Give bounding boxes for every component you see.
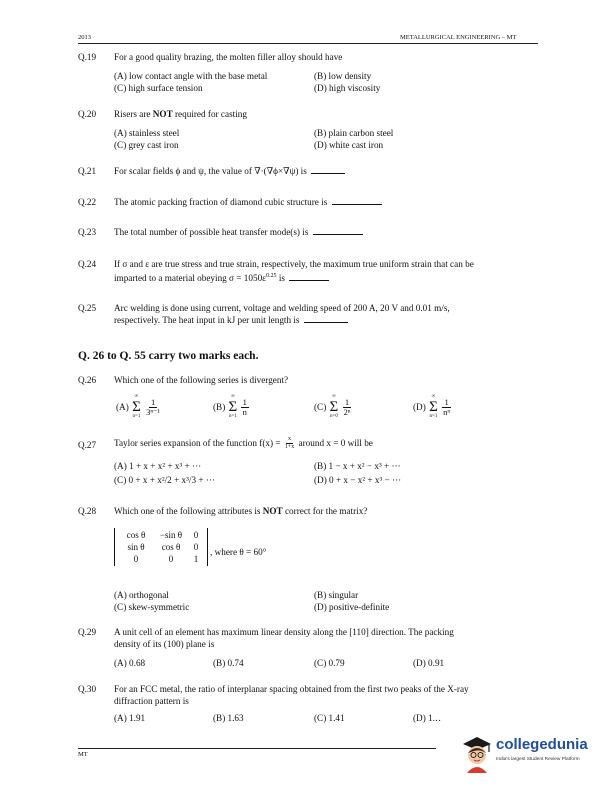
footer-rule: [78, 748, 436, 749]
collegedunia-logo: [460, 733, 600, 773]
q29-number: Q.29: [78, 627, 97, 637]
q19-number: Q.19: [78, 52, 97, 62]
q30-option-b: (B) 1.63: [213, 713, 244, 723]
q26-stem: Which one of the following series is divergent?: [114, 375, 289, 385]
q27-number: Q.27: [78, 440, 97, 450]
q20-option-a: (A) stainless steel: [114, 128, 180, 138]
logo-tagline: India's largest Student Review Platform: [496, 757, 580, 762]
q24-stem: If σ and ε are true stress and true strain, respectively, the maximum true uniform strain that can be imparted to a material obeying $\sigma = 1050\varepsilon^{0.25}$ is: [114, 259, 474, 283]
q27-option-d: (D) 0 + x − x² + x³ − ···: [314, 475, 402, 485]
q26-number: Q.26: [78, 375, 97, 385]
q19-option-c: (C) high surface tension: [114, 83, 203, 93]
q28-where: , where θ = 60°: [210, 547, 267, 557]
q30-option-c: (C) 1.41: [314, 713, 345, 723]
q27-option-a: (A) 1 + x + x² + x³ + ···: [114, 461, 202, 471]
q28-option-b: (B) singular: [314, 590, 359, 600]
q20-option-d: (D) white cast iron: [314, 140, 384, 150]
q25-number: Q.25: [78, 303, 97, 313]
q26-option-d: (D) ∞ Σ n=1 $\frac{1}{\text{nⁿ}}$: [413, 394, 451, 419]
q30-option-d: (D) 1.‥: [413, 713, 442, 723]
summation-symbol: ∞ Σ n=1: [228, 394, 238, 419]
q19-option-a: (A) low contact angle with the base metal: [114, 71, 268, 81]
q29-option-b: (B) 0.74: [213, 658, 244, 668]
q26-option-a: (A) ∞ Σ n=1 $\frac{1}{\text{3ⁿ⁻¹}}$: [116, 394, 161, 419]
q22-stem: The atomic packing fraction of diamond cubic structure is: [114, 197, 532, 209]
q24-number: Q.24: [78, 259, 97, 269]
q29-option-c: (C) 0.79: [314, 658, 345, 668]
q27-option-b: (B) 1 − x + x² − x³ + ···: [314, 461, 401, 471]
q28-option-d: (D) positive-definite: [314, 602, 390, 612]
q22-number: Q.22: [78, 197, 97, 207]
q23-stem: The total number of possible heat transfer mode(s) is: [114, 227, 532, 239]
summation-symbol: ∞ Σ n=1: [132, 394, 141, 419]
q29-stem: A unit cell of an element has maximum linear density along the [110] direction. The packing density of its (100) plane is: [114, 627, 454, 649]
logo-text: collegedunia: [496, 736, 588, 753]
q26-option-c: (C) ∞ Σ n=0 $\frac{1}{\text{2ⁿ}}$: [314, 394, 351, 419]
q21-stem: For scalar fields ϕ and ψ, the value of ∇·(∇ϕ×∇ψ) is: [114, 166, 532, 178]
summation-symbol: ∞ Σ n=0: [329, 394, 339, 419]
header-year: 2013: [78, 34, 91, 41]
q28-option-c: (C) skew-symmetric: [114, 602, 190, 612]
q27-stem: Taylor series expansion of the function f(x) = $\frac{x}{1+x}$ around x = 0 will be: [114, 436, 373, 450]
q20-stem: Risers are NOT required for casting: [114, 109, 247, 119]
footer-code: MT: [78, 751, 88, 758]
q27-option-c: (C) 0 + x + x²/2 + x³/3 + ···: [114, 475, 215, 485]
q29-option-d: (D) 0.91: [413, 658, 445, 668]
header-subject: METALLURGICAL ENGINEERING – MT: [400, 34, 517, 41]
q21-number: Q.21: [78, 166, 97, 176]
q19-stem: For a good quality brazing, the molten filler alloy should have: [114, 52, 343, 62]
q30-option-a: (A) 1.91: [114, 713, 146, 723]
q19-option-d: (D) high viscosity: [314, 83, 381, 93]
q28-stem: Which one of the following attributes is NOT correct for the matrix?: [114, 506, 368, 516]
q19-option-b: (B) low density: [314, 71, 372, 81]
q30-number: Q.30: [78, 684, 97, 694]
q28-number: Q.28: [78, 506, 97, 516]
q25-stem: Arc welding is done using current, voltage and welding speed of 200 A, 20 V and 0.01 m/s, respectively. The heat input in kJ per unit length is: [114, 303, 450, 325]
rotation-matrix: cos θ −sin θ 0 sin θ cos θ 0 0 0 1: [114, 528, 208, 566]
summation-symbol: ∞ Σ n=1: [429, 394, 438, 419]
q29-option-a: (A) 0.68: [114, 658, 146, 668]
student-mascot-icon: [460, 733, 494, 773]
section-title: Q. 26 to Q. 55 carry two marks each.: [78, 350, 259, 362]
q20-option-c: (C) grey cast iron: [114, 140, 179, 150]
q28-option-a: (A) orthogonal: [114, 590, 169, 600]
header-rule: [78, 43, 538, 44]
q30-stem: For an FCC metal, the ratio of interplanar spacing obtained from the first two peaks of the X-ray diffraction pattern is: [114, 684, 469, 706]
q20-number: Q.20: [78, 109, 97, 119]
q26-option-b: (B) ∞ Σ n=1 $\frac{1}{n}$: [213, 394, 247, 419]
q23-number: Q.23: [78, 227, 97, 237]
q20-option-b: (B) plain carbon steel: [314, 128, 394, 138]
